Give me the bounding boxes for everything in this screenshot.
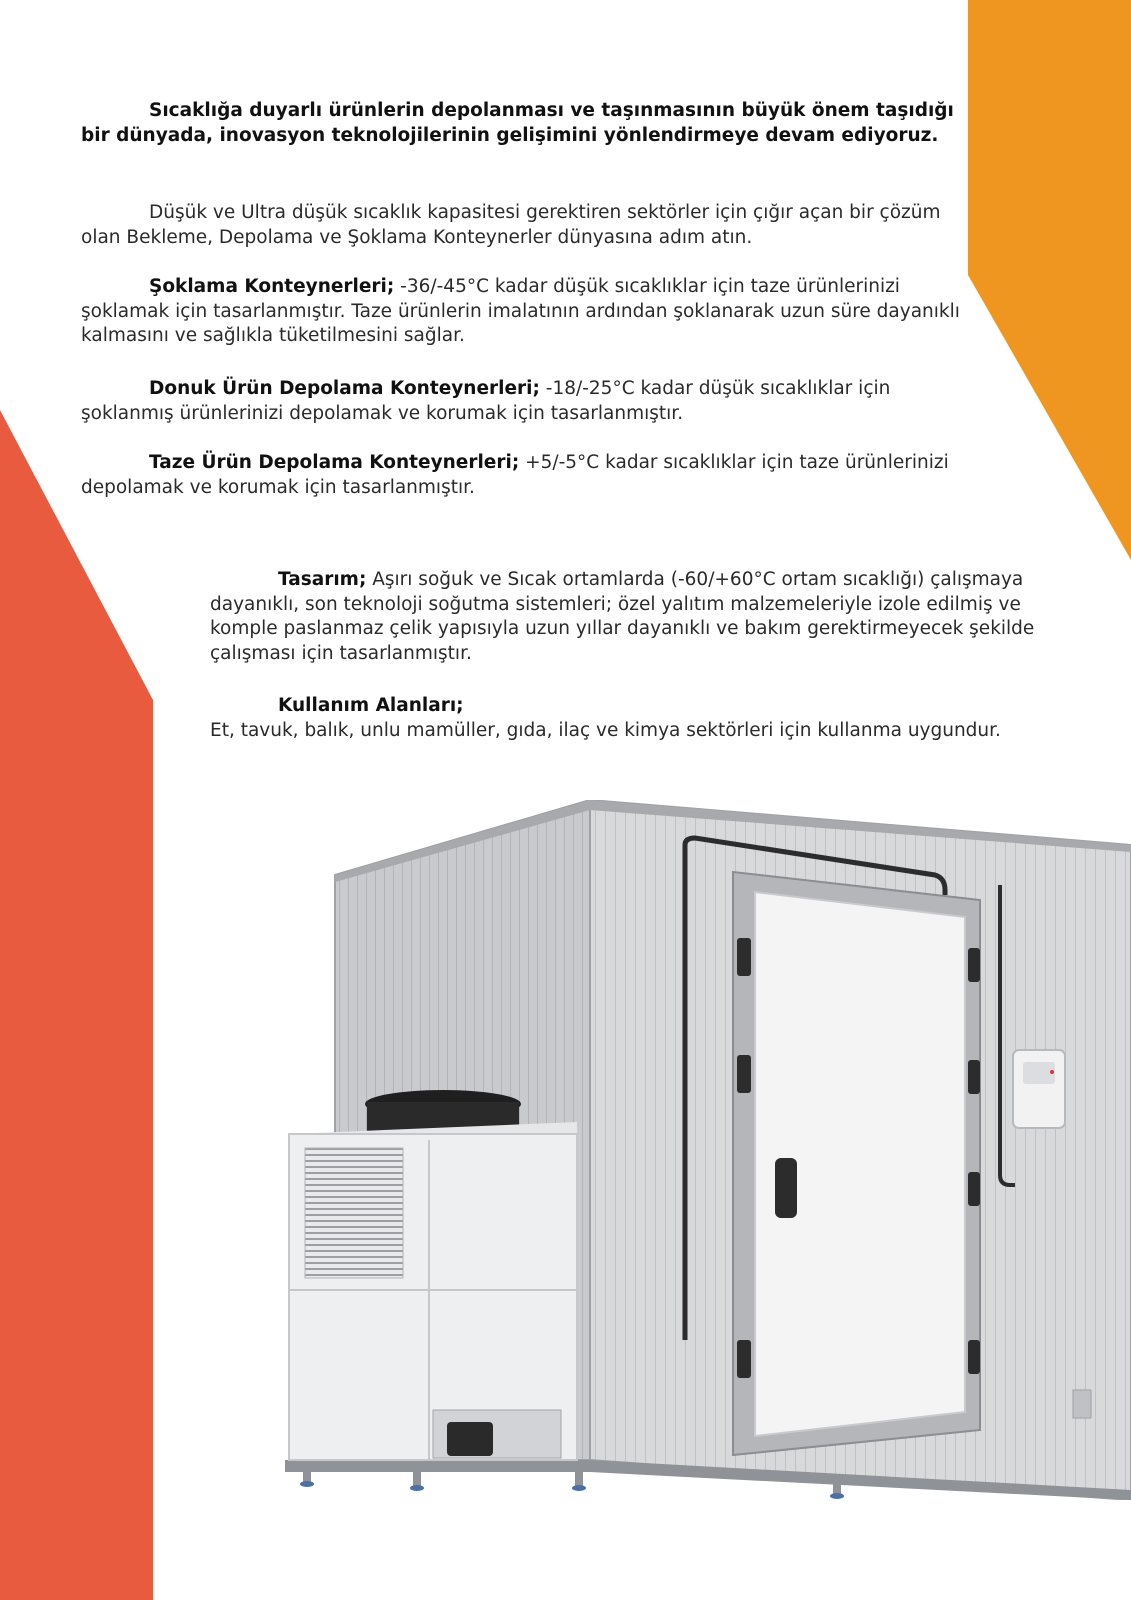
controller-display-icon: [1023, 1062, 1055, 1084]
cold-room-container-illustration: [285, 800, 1131, 1500]
condensing-unit-grill: [305, 1148, 403, 1278]
hinge-icon: [968, 1340, 980, 1374]
hinge-icon: [968, 1172, 980, 1206]
compressor-icon: [447, 1422, 493, 1456]
section-title: Şoklama Konteynerleri;: [149, 276, 395, 297]
hinge-icon: [737, 1340, 751, 1378]
wall-vent-icon: [1073, 1390, 1091, 1418]
door-handle-icon: [775, 1158, 797, 1218]
welcome-paragraph: Düşük ve Ultra düşük sıcaklık kapasitesi gerektiren sektörler için çığır açan bir çözüm olan Bekleme, Depolama ve Şoklama Konteynerler dünyasına adım atın.: [81, 202, 941, 248]
usage-paragraph: [210, 694, 1060, 743]
red-shape: [0, 410, 153, 1600]
intro-paragraph: Sıcaklığa duyarlı ürünlerin depolanması ve taşınmasının büyük önem taşıdığı bir dünyada, inovasyon teknolojilerinin gelişimini yönlendirmeye devam ediyoruz.: [81, 100, 954, 146]
orange-shape: [968, 0, 1131, 560]
section-frozen-storage: [81, 377, 961, 426]
controller-led-icon: [1050, 1070, 1054, 1074]
design-body: Aşırı soğuk ve Sıcak ortamlarda (-60/+60°C ortam sıcaklığı) çalışmaya dayanıklı, son teknoloji soğutma sistemleri; özel yalıtım malzemeleriyle izole edilmiş ve komple paslanmaz çelik yapısıyla uzun yıllar dayanıklı ve bakım gerektirmeyecek şekilde çalışması için tasarlanmıştır.: [210, 569, 1035, 664]
section-title: Donuk Ürün Depolama Konteynerleri;: [149, 378, 540, 399]
design-paragraph: [210, 568, 1060, 666]
section-body: -36/-45°C kadar düşük sıcaklıklar için taze ürünlerinizi şoklamak için tasarlanmıştır. Taze ürünlerin imalatının ardından şoklanarak uzun süre dayanıklı kalmasını ve sağlıkla tüketilmesini sağlar.: [81, 276, 960, 346]
section-shock-containers: [81, 275, 961, 349]
hinge-icon: [737, 1055, 751, 1093]
section-body: -18/-25°C kadar düşük sıcaklıklar için şoklanmış ürünlerinizi depolamak ve korumak için tasarlanmıştır.: [81, 378, 891, 424]
hinge-icon: [737, 938, 751, 976]
hinge-icon: [968, 948, 980, 982]
usage-body: Et, tavuk, balık, unlu mamüller, gıda, ilaç ve kimya sektörleri için kullanma uygundur.: [210, 719, 1001, 741]
section-fresh-storage: [81, 451, 961, 500]
design-title: Tasarım;: [278, 569, 367, 590]
hinge-icon: [968, 1060, 980, 1094]
section-title: Taze Ürün Depolama Konteynerleri;: [149, 452, 520, 473]
temperature-controller: [1013, 1050, 1065, 1128]
usage-title: Kullanım Alanları;: [278, 695, 464, 716]
section-body: +5/-5°C kadar sıcaklıklar için taze ürünlerinizi depolamak ve korumak için tasarlanmıştır.: [81, 452, 949, 498]
